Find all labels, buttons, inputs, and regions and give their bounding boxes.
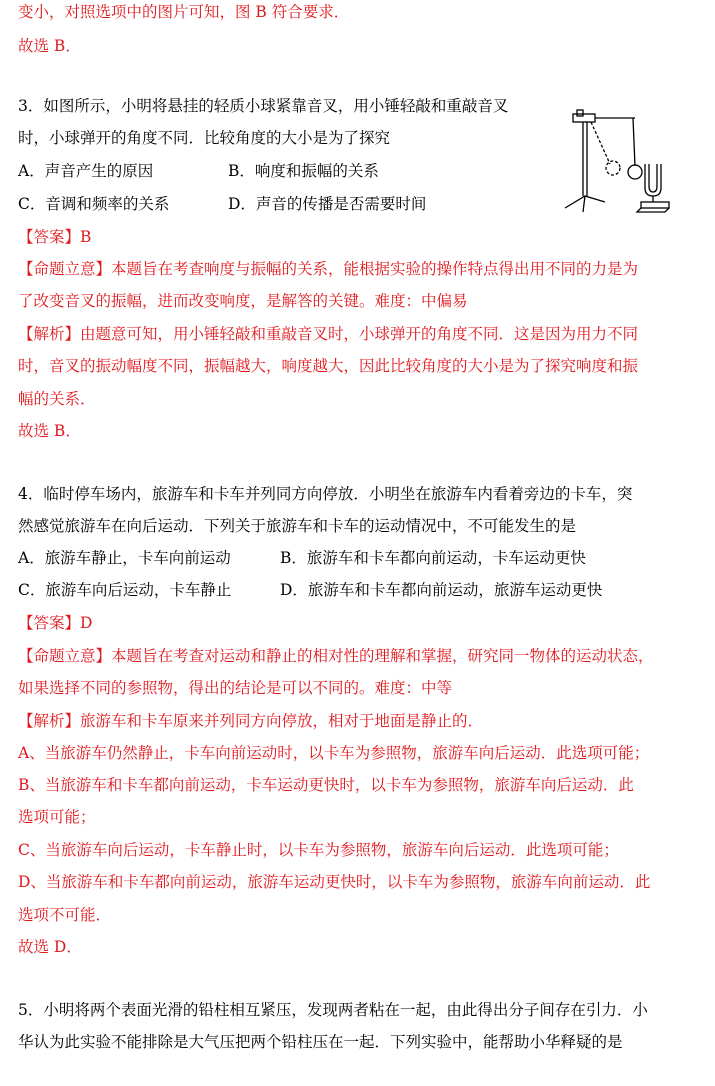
text-line: 故选 B． <box>18 422 81 440</box>
text-line: 【命题立意】本题旨在考查响度与振幅的关系，能根据实验的操作特点得出用不同的力是为 <box>18 260 639 278</box>
question-4-stem: 4．临时停车场内，旅游车和卡车并列同方向停放．小明坐在旅游车内看着旁边的卡车，突 <box>18 485 633 503</box>
tuning-fork-pendulum-figure <box>555 104 680 216</box>
question-3-stem: 3．如图所示，小明将悬挂的轻质小球紧靠音叉，用小锤轻敲和重敲音叉 <box>18 97 509 115</box>
text-line: 【解析】旅游车和卡车原来并列同方向停放，相对于地面是静止的． <box>18 712 484 730</box>
option-b: B．响度和振幅的关系 <box>228 162 379 180</box>
answer-label: 【答案】B <box>18 228 92 246</box>
text-line: 选项不可能． <box>18 906 112 924</box>
option-c: C．旅游车向后运动，卡车静止 <box>18 581 232 599</box>
answer-label: 【答案】D <box>18 614 93 632</box>
question-5-stem: 华认为此实验不能排除是大气压把两个铅柱压在一起．下列实验中，能帮助小华释疑的是 <box>18 1033 623 1051</box>
question-5-stem: 5．小明将两个表面光滑的铅柱相互紧压，发现两者粘在一起，由此得出分子间存在引力．小 <box>18 1001 648 1019</box>
text-line: D、当旅游车和卡车都向前运动，旅游车运动更快时，以卡车为参照物，旅游车向前运动．此 <box>18 873 651 891</box>
text-line: 了改变音叉的振幅，进而改变响度，是解答的关键。难度：中偏易 <box>18 292 468 310</box>
question-3-stem: 时，小球弹开的角度不同．比较角度的大小是为了探究 <box>18 129 391 147</box>
text-line: B、当旅游车和卡车都向前运动，卡车运动更快时，以卡车为参照物，旅游车向后运动．此 <box>18 776 634 794</box>
text-line: 【解析】由题意可知，用小锤轻敲和重敲音叉时，小球弹开的角度不同．这是因为用力不同 <box>18 325 639 343</box>
text-line: 如果选择不同的参照物，得出的结论是可以不同的。难度：中等 <box>18 679 453 697</box>
text-line: 【命题立意】本题旨在考查对运动和静止的相对性的理解和掌握，研究同一物体的运动状态， <box>18 647 654 665</box>
text-line: 时，音叉的振动幅度不同，振幅越大，响度越大，因此比较角度的大小是为了探究响度和振 <box>18 357 639 375</box>
text-line: C、当旅游车向后运动，卡车静止时，以卡车为参照物，旅游车向后运动．此选项可能； <box>18 841 619 859</box>
question-4-stem: 然感觉旅游车在向后运动．下列关于旅游车和卡车的运动情况中，不可能发生的是 <box>18 517 577 535</box>
option-d: D．声音的传播是否需要时间 <box>228 195 427 213</box>
text-line: 变小，对照选项中的图片可知，图 B 符合要求． <box>18 3 350 21</box>
option-c: C．音调和频率的关系 <box>18 195 170 213</box>
option-a: A．旅游车静止，卡车向前运动 <box>18 549 231 567</box>
option-d: D．旅游车和卡车都向前运动，旅游车运动更快 <box>280 581 603 599</box>
text-line: 故选 D． <box>18 938 82 956</box>
option-b: B．旅游车和卡车都向前运动，卡车运动更快 <box>280 549 586 567</box>
text-line: 选项可能； <box>18 808 96 826</box>
text-line: 幅的关系． <box>18 390 96 408</box>
text-line: A、当旅游车仍然静止，卡车向前运动时，以卡车为参照物，旅游车向后运动．此选项可能； <box>18 744 650 762</box>
option-a: A．声音产生的原因 <box>18 162 154 180</box>
text-line: 故选 B． <box>18 37 81 55</box>
